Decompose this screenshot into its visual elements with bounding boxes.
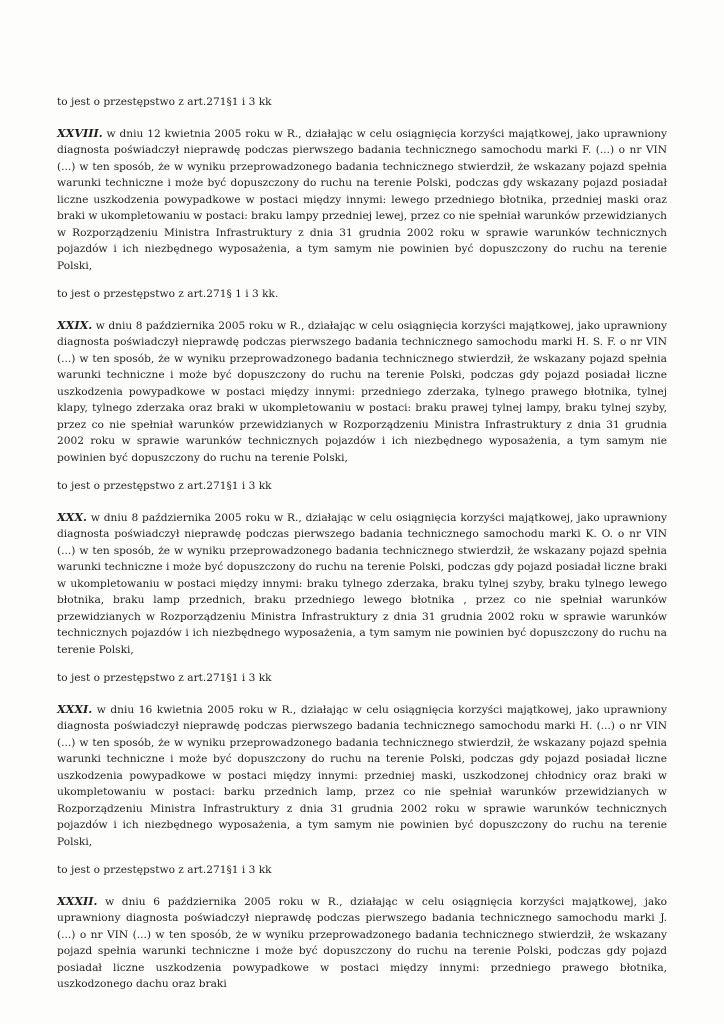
offense-note: to jest o przestępstwo z art.271§1 i 3 kk [57,864,272,876]
charge-number: XXXII. [57,893,98,908]
offense-note: to jest o przestępstwo z art.271§ 1 i 3 kk. [57,288,279,300]
spacer [57,466,667,478]
charge-text: w dniu 6 października 2005 roku w R., działając w celu osiągnięcia korzyści majątkowej, jako uprawniony diagnosta poświadczył nieprawdę podczas pierwszego badania technicznego samochodu marki J. (...) o nr VIN (...) w ten sposób, że w wyniku przeprowadzonego badania technicznego stwierdził, że wskazany pojazd spełnia warunki techniczne i może być dopuszczony do ruchu na terenie Polski, podczas gdy pojazd posiadał liczne uszkodzenia powypadkowe w postaci między innymi: przedniego prawego błotnika, uszkodzonego dachu oraz braki [57,895,667,990]
charge-paragraph [57,317,667,467]
offense-note: to jest o przestępstwo z art.271§1 i 3 kk [57,480,272,492]
offense-note: to jest o przestępstwo z art.271§1 i 3 kk [57,672,272,684]
spacer [57,111,667,125]
charge-text: w dniu 8 października 2005 roku w R., działając w celu osiągnięcia korzyści majątkowej, jako uprawniony diagnosta poświadczył nieprawdę podczas pierwszego badania technicznego samochodu marki K. O. o nr VIN (...) w ten sposób, że w wyniku przeprowadzonego badania technicznego stwierdził, że wskazany pojazd spełnia warunki techniczne i może być dopuszczony do ruchu na terenie Polski, podczas gdy pojazd posiadał liczne braki w ukompletowaniu w postaci między innymi: braku tylnego zderzaka, braku tylnej szyby, braku tylnego lewego błotnika, braku lamp przednich, braku przedniego lewego błotnika , przez co nie spełniał warunków przewidzianych w Rozporządzeniu Ministra Infrastruktury z dnia 31 grudnia 2002 roku w sprawie warunków technicznych pojazdów i ich niezbędnego wyposażenia, a tym samym nie powinien być dopuszczony do ruchu na terenie Polski, [57,511,667,656]
charge-paragraph [57,893,667,993]
spacer [57,879,667,893]
spacer [57,658,667,670]
spacer [57,274,667,286]
offense-note: to jest o przestępstwo z art.271§1 i 3 kk [57,96,272,108]
charge-paragraph [57,701,667,851]
charge-paragraph [57,509,667,659]
charge-number: XXXI. [57,701,93,716]
document-body [57,94,667,993]
spacer [57,850,667,862]
charge-text: w dniu 16 kwietnia 2005 roku w R., działając w celu osiągnięcia korzyści majątkowej, jako uprawniony diagnosta poświadczył nieprawdę podczas pierwszego badania technicznego samochodu marki H. (...) o nr VIN (...) w ten sposób, że w wyniku przeprowadzonego badania technicznego stwierdził, że wskazany pojazd spełnia warunki techniczne i może być dopuszczony do ruchu na terenie Polski, podczas gdy pojazd posiadał liczne uszkodzenia powypadkowe w postaci między innymi: przedniej maski, uszkodzonej chłodnicy oraz braki w ukompletowaniu w postaci: barku przednich lamp, przez co nie spełniał warunków przewidzianych w Rozporządzeniu Ministra Infrastruktury z dnia 31 grudnia 2002 roku w sprawie warunków technicznych pojazdów i ich niezbędnego wyposażenia, a tym samym nie powinien być dopuszczony do ruchu na terenie Polski, [57,703,667,848]
spacer [57,495,667,509]
charge-text: w dniu 12 kwietnia 2005 roku w R., działając w celu osiągnięcia korzyści majątkowej, jako uprawniony diagnosta poświadczył nieprawdę podczas pierwszego badania technicznego samochodu marki F. (...) o nr VIN (...) w ten sposób, że w wyniku przeprowadzonego badania technicznego stwierdził, że wskazany pojazd spełnia warunki techniczne i może być dopuszczony do ruchu na terenie Polski, podczas gdy wskazany pojazd posiadał liczne uszkodzenia powypadkowe w postaci między innymi: lewego przedniego błotnika, przedniej maski oraz braki w ukompletowaniu w postaci: braku lampy przedniej lewej, przez co nie spełniał warunków przewidzianych w Rozporządzeniu Ministra Infrastruktury z dnia 31 grudnia 2002 roku w sprawie warunków technicznych pojazdów i ich niezbędnego wyposażenia, a tym samym nie powinien być dopuszczony do ruchu na terenie Polski, [57,127,667,272]
charge-number: XXVIII. [57,125,103,140]
charge-paragraph [57,125,667,275]
charge-number: XXX. [57,509,87,524]
spacer [57,303,667,317]
spacer [57,687,667,701]
charge-text: w dniu 8 października 2005 roku w R., działając w celu osiągnięcia korzyści majątkowej, jako uprawniony diagnosta poświadczył nieprawdę podczas pierwszego badania technicznego samochodu marki H. S. F. o nr VIN (...) w ten sposób, że w wyniku przeprowadzonego badania technicznego stwierdził, że wskazany pojazd spełnia warunki techniczne i może być dopuszczony do ruchu na terenie Polski, podczas gdy pojazd posiadał liczne uszkodzenia powypadkowe w postaci między innymi: przedniego zderzaka, tylnego prawego błotnika, tylnej klapy, tylnego zderzaka oraz braki w ukompletowaniu w postaci: braku prawej tylnej lampy, braku tylnej szyby, przez co nie spełniał warunków przewidzianych w Rozporządzeniu Ministra Infrastruktury z dnia 31 grudnia 2002 roku w sprawie warunków technicznych pojazdów i ich niezbędnego wyposażenia, a tym samym nie powinien być dopuszczony do ruchu na terenie Polski, [57,319,667,464]
charge-number: XXIX. [57,317,93,332]
